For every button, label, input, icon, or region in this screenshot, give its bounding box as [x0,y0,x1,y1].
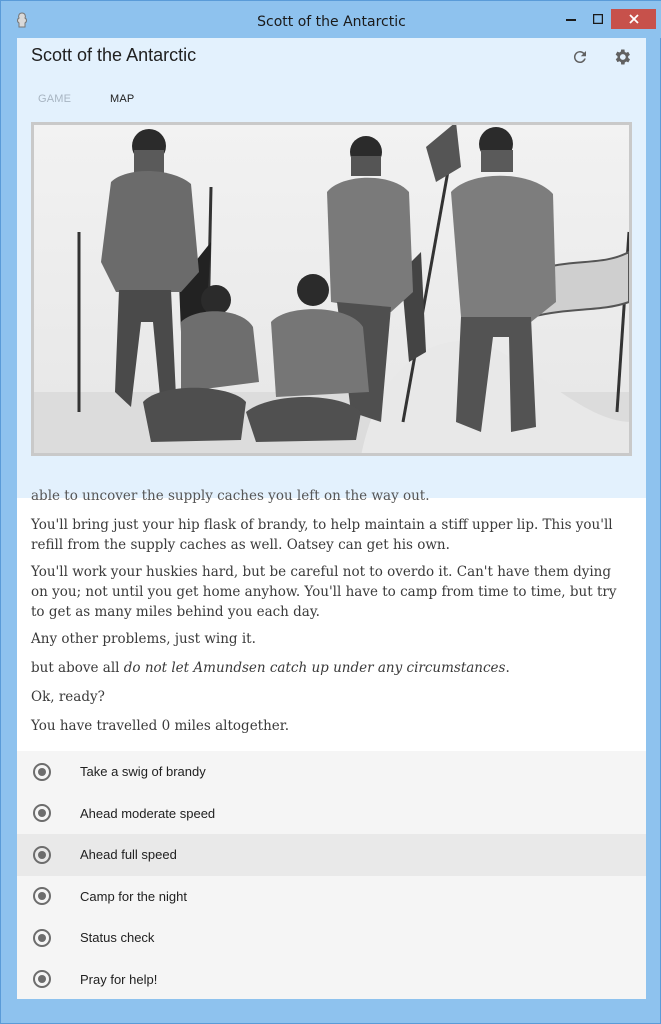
emphasis-text: do not let Amundsen catch up under any circumstances [123,660,506,676]
choice-label: Camp for the night [80,888,187,904]
story-paragraph: Any other problems, just wing it. [31,631,256,647]
minimize-button[interactable] [557,9,584,29]
story-paragraph: You'll work your huskies hard, but be careful not to overdo it. Can't have them dying on you; not until you get home anyhow. You'll have to camp from time to time, but try to get as many miles behind you each day. [31,564,617,620]
radio-icon [33,970,51,988]
story-text [17,488,646,750]
choice-brandy[interactable] [17,751,646,793]
choice-moderate-speed[interactable] [17,793,646,835]
radio-icon [33,846,51,864]
story-paragraph: You'll bring just your hip flask of brandy, to help maintain a stiff upper lip. This you'll refill from the supply caches as well. Oatsey can get his own. [31,517,613,553]
choice-pray[interactable] [17,959,646,1000]
app-title: Scott of the Antarctic [31,45,197,65]
refresh-icon[interactable] [568,45,592,69]
choice-status-check[interactable] [17,917,646,959]
emphasis-suffix: . [505,660,510,676]
choice-camp[interactable] [17,876,646,918]
story-paragraph-emphasis [31,658,632,678]
tab-map[interactable]: MAP [110,93,135,105]
close-button[interactable] [611,9,656,29]
maximize-icon [593,14,603,24]
radio-icon [33,887,51,905]
ready-prompt: Ok, ready? [31,689,105,705]
radio-icon [33,929,51,947]
choice-label: Ahead full speed [80,847,177,863]
radio-icon [33,804,51,822]
radio-icon [33,763,51,781]
tab-game[interactable]: GAME [38,93,72,105]
choice-full-speed[interactable] [17,834,646,876]
close-icon [629,14,639,24]
expedition-photo [31,122,632,456]
choice-list [17,751,646,999]
maximize-button[interactable] [584,9,611,29]
hero-panel [17,118,646,498]
app-window [17,38,646,999]
app-bar [17,38,646,118]
minimize-icon [566,14,576,24]
emphasis-prefix: but above all [31,660,124,676]
window-titlebar[interactable] [1,1,661,38]
status-line: You have travelled 0 miles altogether. [31,718,290,734]
choice-label: Take a swig of brandy [80,764,206,780]
story-cutoff-line: able to uncover the supply caches you left on the way out. [31,488,430,504]
choice-label: Status check [80,930,155,946]
choice-label: Pray for help! [80,971,158,987]
window-title: Scott of the Antarctic [257,14,406,30]
tab-bar [17,83,646,118]
choice-label: Ahead moderate speed [80,805,216,821]
gear-icon[interactable] [610,45,634,69]
